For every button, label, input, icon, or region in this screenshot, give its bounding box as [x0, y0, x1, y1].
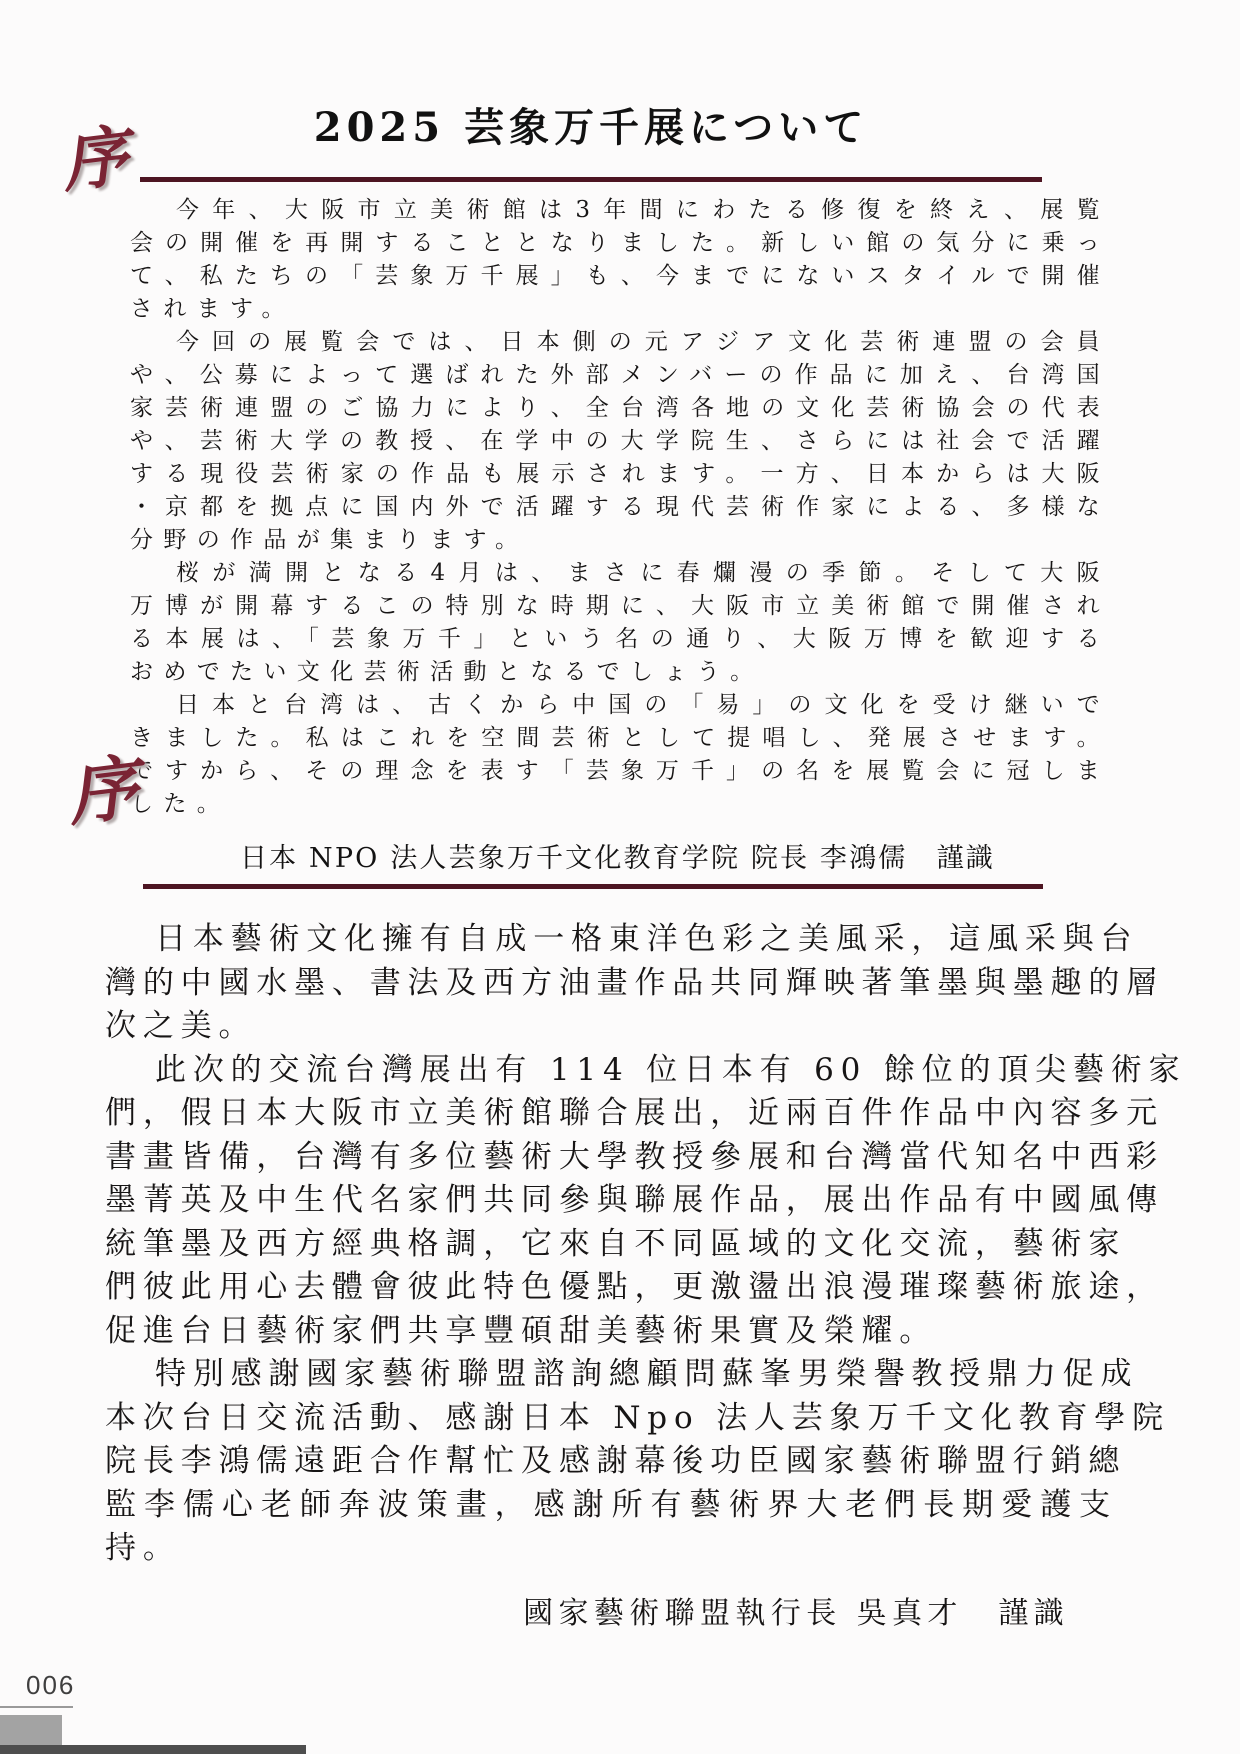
- text-line: 們，假日本大阪市立美術館聯合展出，近兩百件作品中內容多元: [105, 1095, 1164, 1131]
- text-line: 墨菁英及中生代名家們共同參與聯展作品，展出作品有中國風傳: [105, 1182, 1164, 1218]
- chinese-signature: 國家藝術聯盟執行長 吳真才 謹識: [523, 1596, 1069, 1631]
- text-line: 特別感謝國家藝術聯盟諮詢總顧問蘇峯男榮譽教授鼎力促成: [155, 1356, 1139, 1392]
- text-line: ですから、その理念を表す「芸象万千」の名を展覧会に冠しま: [130, 758, 1110, 784]
- text-line: おめでたい文化芸術活動となるでしょう。: [130, 659, 764, 685]
- text-line: する現役芸術家の作品も展示されます。一方、日本からは大阪: [130, 461, 1110, 487]
- text-line: 監李儒心老師奔波策畫，感謝所有藝術界大老們長期愛護支持。: [105, 1486, 1117, 1566]
- text-line: 此次的交流台灣展出有 114 位日本有 60 餘位的頂尖藝術家: [155, 1051, 1187, 1088]
- text-line: きました。私はこれを空間芸術として提唱し、発展させます。: [130, 725, 1110, 751]
- text-line: 万博が開幕するこの特別な時期に、大阪市立美術館で開催され: [130, 593, 1110, 619]
- text-line: 分野の作品が集まります。: [130, 527, 529, 553]
- preface-marker-1: 序: [57, 116, 133, 202]
- text-line: した。: [130, 791, 231, 817]
- text-line: て、私たちの「芸象万千展」も、今までにないスタイルで開催: [130, 263, 1110, 289]
- text-line: 家芸術連盟のご協力により、全台湾各地の文化芸術協会の代表: [130, 395, 1110, 421]
- text-line: 統筆墨及西方經典格調，它來自不同區域的文化交流，藝術家: [105, 1225, 1127, 1262]
- text-line: 書畫皆備，台灣有多位藝術大學教授參展和台灣當代知名中西彩: [105, 1138, 1164, 1175]
- page-number: 006: [26, 1670, 76, 1700]
- text-line: されます。: [130, 296, 295, 322]
- japanese-signature: 日本 NPO 法人芸象万千文化教育学院 院長 李鴻儒 謹識: [240, 843, 995, 874]
- text-line: 今年、大阪市立美術館は3年間にわたる修復を終え、展覧: [176, 197, 1110, 223]
- text-line: 日本と台湾は、古くから中国の「易」の文化を受け継いで: [176, 692, 1110, 718]
- text-line: 今回の展覧会では、日本側の元アジア文化芸術連盟の会員: [176, 329, 1110, 355]
- page-number-underline: [0, 1706, 73, 1708]
- text-line: や、公募によって選ばれた外部メンバーの作品に加え、台湾国: [130, 362, 1110, 388]
- bottom-edge-strip: [0, 1745, 306, 1754]
- preface-marker-2: 序: [63, 745, 143, 836]
- text-line: 灣的中國水墨、書法及西方油畫作品共同輝映著筆墨與墨趣的層: [105, 964, 1164, 1001]
- text-line: ・京都を拠点に国内外で活躍する現代芸術作家による、多様な: [130, 494, 1110, 520]
- divider-rule-2: [143, 884, 1043, 889]
- text-line: 会の開催を再開することとなりました。新しい館の気分に乗っ: [130, 230, 1110, 256]
- chinese-preface-text: [105, 918, 1187, 1571]
- text-line: 院長李鴻儒遠距合作幫忙及感謝幕後功臣國家藝術聯盟行銷總: [105, 1443, 1127, 1479]
- text-line: や、芸術大学の教授、在学中の大学院生、さらには社会で活躍: [130, 428, 1110, 454]
- text-line: 桜が満開となる4月は、まさに春爛漫の季節。そして大阪: [176, 560, 1110, 586]
- text-line: 次之美。: [105, 1008, 257, 1044]
- text-line: る本展は、「芸象万千」という名の通り、大阪万博を歓迎する: [130, 626, 1110, 652]
- text-line: 們彼此用心去體會彼此特色優點，更激盪出浪漫璀璨藝術旅途，: [105, 1269, 1164, 1305]
- text-line: 促進台日藝術家們共享豐碩甜美藝術果實及榮耀。: [105, 1312, 938, 1349]
- page-title: 2025 芸象万千展について: [313, 104, 869, 151]
- text-line: 本次台日交流活動、感謝日本 Npo 法人芸象万千文化教育學院: [105, 1399, 1170, 1436]
- japanese-preface-text: [130, 194, 1110, 821]
- divider-rule-1: [140, 177, 1042, 182]
- text-line: 日本藝術文化擁有自成一格東洋色彩之美風采，這風采與台: [155, 921, 1139, 957]
